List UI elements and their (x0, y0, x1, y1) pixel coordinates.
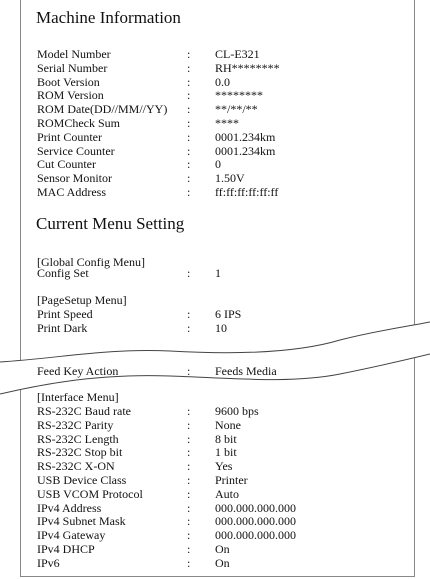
machine-info-value: **** (215, 116, 239, 130)
separator-colon: : (187, 417, 191, 432)
interface-value: Yes (215, 459, 233, 474)
interface-label: USB Device Class (37, 473, 127, 487)
interface-value: 000.000.000.000 (215, 528, 296, 543)
interface-label: RS-232C Baud rate (37, 404, 131, 418)
separator-colon: : (187, 171, 191, 186)
machine-info-label: MAC Address (37, 185, 107, 199)
machine-info-label: Service Counter (37, 143, 115, 158)
pagesetup-label: Feed Key Action (37, 364, 119, 378)
global-config-label: Config Set (37, 266, 89, 280)
interface-value: 9600 bps (215, 404, 259, 418)
separator-colon: : (187, 116, 191, 130)
interface-label: IPv4 DHCP (37, 542, 95, 556)
interface-value: 000.000.000.000 (215, 500, 296, 515)
separator-colon: : (187, 320, 191, 335)
interface-header: [Interface Menu] (37, 390, 119, 404)
separator-colon: : (187, 307, 191, 321)
separator-colon: : (187, 47, 191, 61)
machine-info-value: RH******** (215, 60, 280, 75)
interface-label: RS-232C Parity (37, 417, 114, 432)
separator-colon: : (187, 266, 191, 280)
interface-label: RS-232C Stop bit (37, 445, 123, 460)
interface-label: IPv4 Address (37, 500, 102, 515)
separator-colon: : (187, 143, 191, 158)
machine-info-value: 0001.234km (215, 143, 276, 158)
interface-label: IPv4 Gateway (37, 528, 106, 543)
pagesetup-label: Print Dark (37, 320, 88, 335)
machine-info-label: Model Number (37, 47, 111, 61)
separator-colon: : (187, 555, 191, 570)
machine-info-value: ff:ff:ff:ff:ff:ff (215, 185, 279, 199)
paper-tear-divider (0, 318, 430, 398)
interface-value: 1 bit (215, 445, 237, 460)
machine-info-label: Serial Number (37, 60, 108, 75)
interface-label: IPv6 (37, 555, 60, 570)
machine-info-label: Print Counter (37, 129, 102, 144)
machine-info-label: Boot Version (37, 74, 100, 89)
separator-colon: : (187, 445, 191, 460)
separator-colon: : (187, 514, 191, 529)
pagesetup-header: [PageSetup Menu] (37, 293, 127, 307)
separator-colon: : (187, 157, 191, 172)
machine-info-value: 0001.234km (215, 129, 276, 144)
pagesetup-value: 6 IPS (215, 307, 242, 321)
machine-info-value: **/**/** (215, 102, 258, 117)
interface-label: IPv4 Subnet Mask (37, 514, 126, 529)
machine-info-label: ROM Date(DD//MM//YY) (37, 102, 168, 117)
machine-info-value: 0 (215, 157, 221, 172)
separator-colon: : (187, 542, 191, 556)
separator-colon: : (187, 500, 191, 515)
machine-info-value: CL-E321 (215, 47, 260, 61)
separator-colon: : (187, 528, 191, 543)
interface-value: 000.000.000.000 (215, 514, 296, 529)
interface-value: On (215, 542, 230, 556)
pagesetup-value: 10 (215, 320, 227, 335)
separator-colon: : (187, 185, 191, 199)
separator-colon: : (187, 431, 191, 446)
separator-colon: : (187, 129, 191, 144)
separator-colon: : (187, 364, 191, 378)
separator-colon: : (187, 404, 191, 418)
separator-colon: : (187, 74, 191, 89)
interface-label: RS-232C Length (37, 431, 119, 446)
separator-colon: : (187, 486, 191, 501)
interface-value: On (215, 555, 230, 570)
machine-info-label: ROM Version (37, 88, 104, 103)
separator-colon: : (187, 102, 191, 117)
menu-setting-title: Current Menu Setting (36, 214, 185, 233)
global-config-header: [Global Config Menu] (37, 255, 145, 269)
interface-label: RS-232C X-ON (37, 459, 115, 474)
separator-colon: : (187, 88, 191, 103)
separator-colon: : (187, 459, 191, 474)
interface-value: None (215, 417, 241, 432)
machine-info-label: ROMCheck Sum (37, 116, 121, 130)
interface-label: USB VCOM Protocol (37, 486, 143, 501)
pagesetup-value: Feeds Media (215, 364, 277, 378)
global-config-value: 1 (215, 266, 221, 280)
machine-info-label: Sensor Monitor (37, 171, 112, 186)
machine-info-label: Cut Counter (37, 157, 96, 172)
separator-colon: : (187, 60, 191, 75)
machine-info-value: ******** (215, 88, 263, 103)
machine-info-value: 0.0 (215, 74, 230, 89)
interface-value: Printer (215, 473, 248, 487)
pagesetup-label: Print Speed (37, 307, 93, 321)
interface-value: Auto (215, 486, 239, 501)
machine-info-value: 1.50V (215, 171, 245, 186)
separator-colon: : (187, 473, 191, 487)
interface-value: 8 bit (215, 431, 237, 446)
machine-info-title: Machine Information (36, 8, 181, 27)
